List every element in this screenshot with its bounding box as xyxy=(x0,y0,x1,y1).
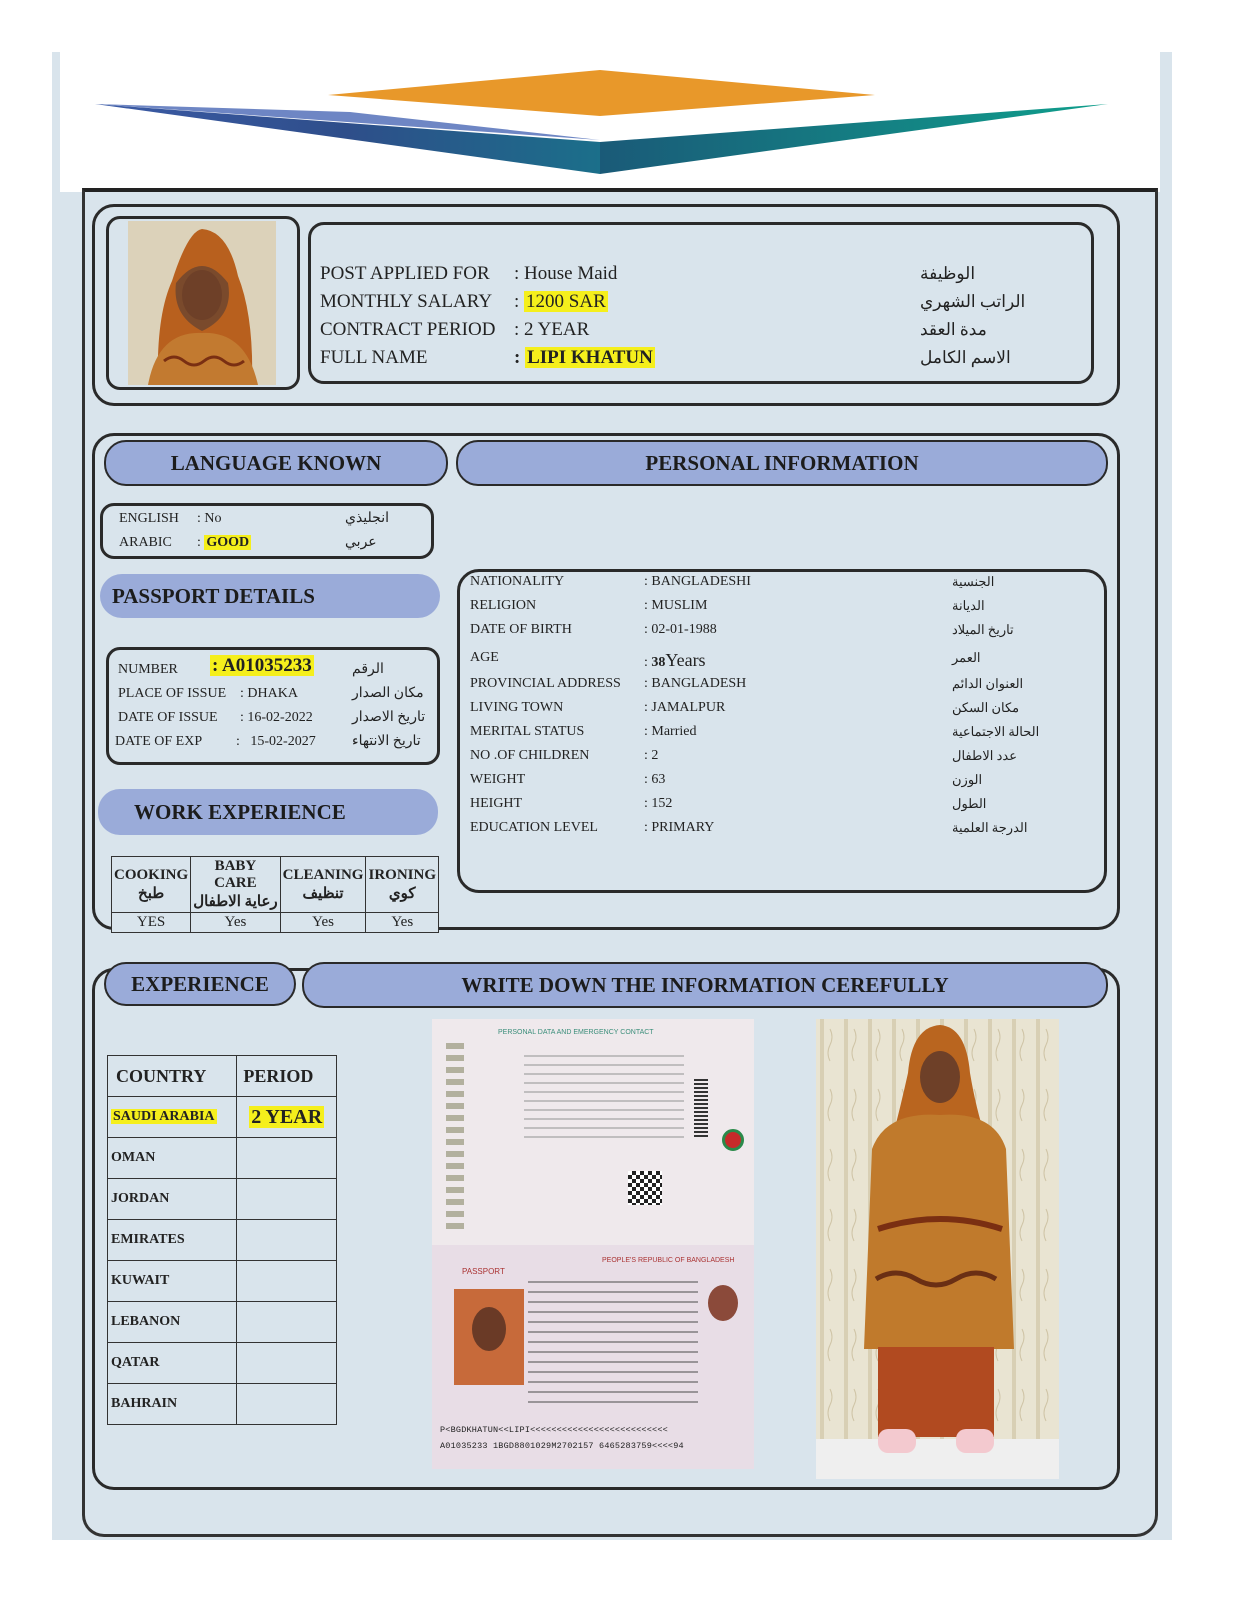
personal-label: DATE OF BIRTH xyxy=(470,622,572,637)
period-cell xyxy=(237,1138,337,1179)
skill-cooking: COOKING طبخ xyxy=(112,857,191,913)
mrz-line-2: A01035233 1BGD8801029M2702157 6465283759<<<<94 xyxy=(440,1441,684,1451)
date-of-issue-ar: تاريخ الاصدار xyxy=(352,710,426,725)
lang-arabic-value: GOOD xyxy=(206,535,250,550)
ghost-photo xyxy=(708,1285,738,1321)
passport-scan-image xyxy=(432,1019,754,1469)
passport-details-heading: PASSPORT DETAILS xyxy=(100,574,440,618)
personal-value: : MUSLIM xyxy=(644,598,708,613)
passport-number-value: A01035233 xyxy=(222,655,312,676)
table-row xyxy=(108,1302,337,1343)
personal-label-ar: تاريخ الميلاد xyxy=(952,622,1014,637)
table-row xyxy=(108,1343,337,1384)
baby-care-value: Yes xyxy=(191,913,280,933)
name-value-wrap xyxy=(514,344,655,372)
table-row xyxy=(108,1138,337,1179)
personal-label: EDUCATION LEVEL xyxy=(470,820,598,835)
country-cell: QATAR xyxy=(108,1343,237,1384)
place-of-issue-value: DHAKA xyxy=(247,686,298,701)
date-of-exp-value: 15-02-2027 xyxy=(250,734,316,749)
lang-english-value: No xyxy=(204,511,222,526)
salary-value: 1200 SAR xyxy=(526,291,606,312)
personal-label-ar: الدرجة العلمية xyxy=(952,820,1028,835)
period-cell xyxy=(237,1261,337,1302)
personal-label-ar: الوزن xyxy=(952,772,983,787)
experience-heading: EXPERIENCE xyxy=(104,962,296,1006)
personal-label: NATIONALITY xyxy=(470,574,565,589)
emblem-icon xyxy=(722,1129,744,1151)
personal-label-ar: الحالة الاجتماعية xyxy=(952,724,1040,739)
personal-label: HEIGHT xyxy=(470,796,523,811)
cleaning-value: Yes xyxy=(280,913,366,933)
personal-label-ar: مكان السكن xyxy=(952,700,1020,715)
work-experience-heading: WORK EXPERIENCE xyxy=(98,789,438,835)
salary-label: MONTHLY SALARY xyxy=(320,291,493,312)
passport-number-label: NUMBER xyxy=(118,662,178,677)
contract-value-wrap xyxy=(514,316,589,344)
period-cell xyxy=(237,1343,337,1384)
post-value-wrap xyxy=(514,260,617,288)
period-cell xyxy=(237,1220,337,1261)
qr-code-icon xyxy=(628,1171,662,1205)
place-of-issue-ar: مكان الصدار xyxy=(352,686,424,701)
table-row xyxy=(108,1179,337,1220)
passport-number-ar: الرقم xyxy=(352,662,384,677)
banner-chevron-graphic xyxy=(60,52,1160,192)
name-ar: الاسم الكامل xyxy=(920,348,1011,367)
header-banner xyxy=(60,52,1160,192)
period-header: PERIOD xyxy=(237,1056,337,1097)
personal-label: WEIGHT xyxy=(470,772,526,787)
table-row xyxy=(108,1261,337,1302)
passport-number-value-wrap: : A01035233 xyxy=(212,655,312,676)
passport-bio-lines xyxy=(528,1281,698,1411)
name-label: FULL NAME xyxy=(320,347,428,368)
post-applied-row xyxy=(320,260,490,288)
cooking-value: YES xyxy=(112,913,191,933)
personal-label-ar: عدد الاطفال xyxy=(952,748,1017,763)
passport-data-heading: PERSONAL DATA AND EMERGENCY CONTACT xyxy=(498,1029,654,1036)
date-of-exp-ar: تاريخ الانتهاء xyxy=(352,734,421,749)
personal-value: : BANGLADESH xyxy=(644,676,747,691)
personal-label-ar: العمر xyxy=(952,650,981,665)
personal-label-ar: العنوان الدائم xyxy=(952,676,1024,691)
lang-arabic-label: ARABIC xyxy=(119,535,172,550)
country-experience-table xyxy=(107,1055,337,1425)
post-value: House Maid xyxy=(524,263,618,284)
passport-photo-page xyxy=(432,1245,754,1469)
country-cell: KUWAIT xyxy=(108,1261,237,1302)
country-cell: LEBANON xyxy=(108,1302,237,1343)
skill-cleaning: CLEANING تنظيف xyxy=(280,857,366,913)
sep: : xyxy=(514,291,520,312)
personal-label: MERITAL STATUS xyxy=(470,724,585,739)
work-experience-table xyxy=(111,856,439,933)
personal-label: LIVING TOWN xyxy=(470,700,564,715)
personal-value: : 38Years xyxy=(644,650,706,670)
date-of-exp-value-wrap: : 15-02-2027 xyxy=(236,734,316,749)
skill-ironing: IRONING كوي xyxy=(366,857,439,913)
lang-arabic-ar: عربي xyxy=(345,535,377,550)
lang-english-ar: انجليذي xyxy=(345,511,389,526)
language-known-heading: LANGUAGE KNOWN xyxy=(104,440,448,486)
sep: : xyxy=(514,263,520,284)
country-table-header xyxy=(108,1056,337,1097)
period-cell xyxy=(237,1384,337,1425)
salary-value-wrap xyxy=(514,288,608,316)
place-of-issue-label: PLACE OF ISSUE xyxy=(118,686,227,701)
country-cell: OMAN xyxy=(108,1138,237,1179)
personal-value: : 2 xyxy=(644,748,659,763)
personal-label-ar: الجنسية xyxy=(952,574,995,589)
personal-value: : 02-01-1988 xyxy=(644,622,717,637)
date-of-issue-value-wrap: : 16-02-2022 xyxy=(240,710,313,725)
period-cell xyxy=(237,1302,337,1343)
barcode-icon xyxy=(694,1079,708,1139)
personal-label: RELIGION xyxy=(470,598,537,613)
country-cell: EMIRATES xyxy=(108,1220,237,1261)
period-cell xyxy=(237,1179,337,1220)
table-row xyxy=(108,1384,337,1425)
work-experience-values-row xyxy=(112,913,439,933)
ironing-value: Yes xyxy=(366,913,439,933)
contract-row xyxy=(320,316,495,344)
passport-text-lines xyxy=(524,1055,684,1145)
lang-english-value-wrap: : No xyxy=(197,511,222,526)
country-cell: BAHRAIN xyxy=(108,1384,237,1425)
place-of-issue-value-wrap: : DHAKA xyxy=(240,686,298,701)
personal-value: : 63 xyxy=(644,772,666,787)
skill-baby-care: BABY CARE رعاية الاطفال xyxy=(191,857,280,913)
contract-ar: مدة العقد xyxy=(920,320,987,339)
portrait-photo xyxy=(128,221,276,385)
date-of-exp-label: DATE OF EXP xyxy=(115,734,203,749)
contract-value: 2 YEAR xyxy=(524,319,590,340)
date-of-issue-label: DATE OF ISSUE xyxy=(118,710,218,725)
lang-english-label: ENGLISH xyxy=(119,511,179,526)
table-row xyxy=(108,1220,337,1261)
personal-value: : Married xyxy=(644,724,697,739)
passport-holder-photo xyxy=(454,1289,524,1385)
post-ar: الوظيفة xyxy=(920,264,976,283)
country-cell: JORDAN xyxy=(108,1179,237,1220)
passport-data-page xyxy=(432,1019,754,1245)
passport-perforation xyxy=(446,1039,464,1229)
personal-label-ar: الطول xyxy=(952,796,987,811)
age-unit: Years xyxy=(665,650,706,670)
passport-word: PASSPORT xyxy=(462,1267,505,1276)
personal-value: : PRIMARY xyxy=(644,820,715,835)
table-row xyxy=(108,1097,337,1138)
full-body-photo xyxy=(816,1019,1059,1479)
personal-value: : 152 xyxy=(644,796,673,811)
personal-label: AGE xyxy=(470,650,499,665)
work-experience-header-row xyxy=(112,857,439,913)
mrz-line-1: P<BGDKHATUN<<LIPI<<<<<<<<<<<<<<<<<<<<<<<<<< xyxy=(440,1425,668,1435)
name-row xyxy=(320,344,428,372)
date-of-issue-value: 16-02-2022 xyxy=(247,710,313,725)
personal-label: PROVINCIAL ADDRESS xyxy=(470,676,621,691)
sep: : xyxy=(514,347,521,368)
post-label: POST APPLIED FOR xyxy=(320,263,490,284)
name-value: LIPI KHATUN xyxy=(527,347,653,368)
personal-value: : JAMALPUR xyxy=(644,700,726,715)
personal-information-heading: PERSONAL INFORMATION xyxy=(456,440,1108,486)
lang-arabic-value-wrap: : GOOD xyxy=(197,535,250,550)
write-down-heading: WRITE DOWN THE INFORMATION CEREFULLY xyxy=(302,962,1108,1008)
republic-label: PEOPLE'S REPUBLIC OF BANGLADESH xyxy=(602,1257,735,1264)
salary-row xyxy=(320,288,492,316)
period-cell: 2 YEAR xyxy=(237,1097,337,1138)
sep: : xyxy=(514,319,520,340)
personal-value: : BANGLADESHI xyxy=(644,574,751,589)
country-cell: SAUDI ARABIA xyxy=(108,1097,237,1138)
personal-label-ar: الديانة xyxy=(952,598,985,613)
salary-ar: الراتب الشهري xyxy=(920,292,1026,311)
personal-label: NO .OF CHILDREN xyxy=(470,748,590,763)
country-header: COUNTRY xyxy=(108,1056,237,1097)
contract-label: CONTRACT PERIOD xyxy=(320,319,496,340)
